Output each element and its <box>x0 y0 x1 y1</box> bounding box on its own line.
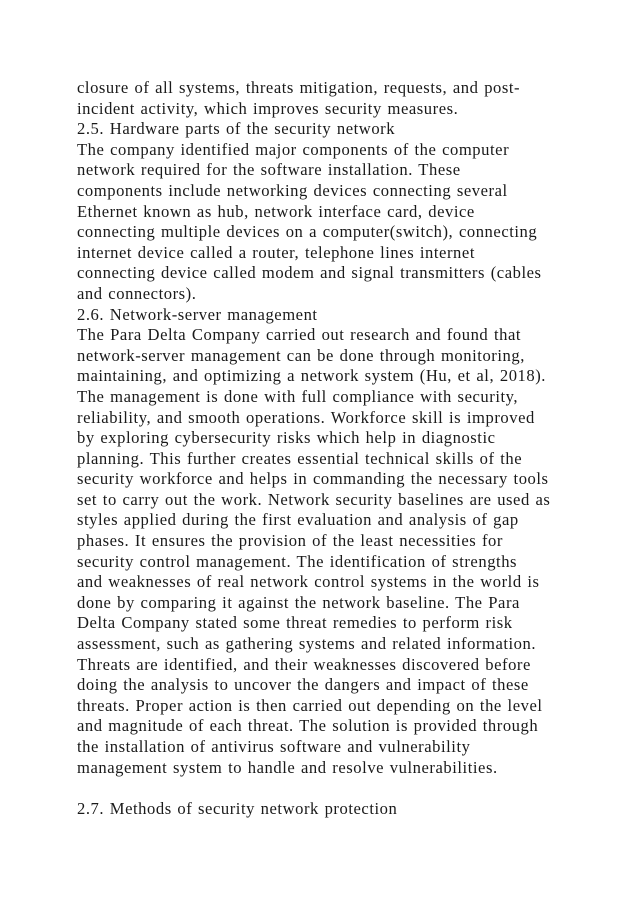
body-line: and weaknesses of real network control systems in the world is <box>77 572 540 592</box>
section-heading-2-6: 2.6. Network-server management <box>77 304 318 324</box>
body-line: by exploring cybersecurity risks which help in diagnostic <box>77 428 496 448</box>
section-heading-2-7: 2.7. Methods of security network protection <box>77 798 398 818</box>
body-line: done by comparing it against the network baseline. The Para <box>77 592 520 612</box>
body-line: incident activity, which improves security measures. <box>77 98 459 118</box>
body-line: components include networking devices connecting several <box>77 180 508 200</box>
body-line: phases. It ensures the provision of the least necessities for <box>77 531 503 551</box>
section-heading-2-5: 2.5. Hardware parts of the security network <box>77 119 396 139</box>
body-line: Delta Company stated some threat remedies to perform risk <box>77 613 513 633</box>
body-line: The company identified major components of the computer <box>77 139 510 159</box>
body-line: network required for the software installation. These <box>77 160 461 180</box>
body-line: Threats are identified, and their weaknesses discovered before <box>77 654 531 674</box>
paragraph-gap <box>77 778 617 799</box>
body-line: management system to handle and resolve vulnerabilities. <box>77 757 498 777</box>
body-line: connecting multiple devices on a computer(switch), connecting <box>77 222 538 242</box>
body-line: styles applied during the first evaluation and analysis of gap <box>77 510 519 530</box>
body-line: and connectors). <box>77 283 197 303</box>
body-line: set to carry out the work. Network security baselines are used as <box>77 489 551 509</box>
body-line: and magnitude of each threat. The solution is provided through <box>77 716 539 736</box>
body-line: closure of all systems, threats mitigation, requests, and post- <box>77 78 521 97</box>
body-line: the installation of antivirus software and vulnerability <box>77 737 471 756</box>
body-line: doing the analysis to uncover the dangers and impact of these <box>77 675 529 695</box>
body-line: Ethernet known as hub, network interface card, device <box>77 201 475 221</box>
document-body <box>77 78 617 819</box>
body-line: security workforce and helps in commanding the necessary tools <box>77 469 549 489</box>
body-line: reliability, and smooth operations. Workforce skill is improved <box>77 407 535 427</box>
body-line: threats. Proper action is then carried out depending on the level <box>77 695 543 715</box>
body-line: connecting device called modem and signal transmitters (cables <box>77 263 542 283</box>
body-line: planning. This further creates essential technical skills of the <box>77 448 523 468</box>
body-line: maintaining, and optimizing a network system (Hu, et al, 2018). <box>77 366 547 386</box>
body-line: security control management. The identification of strengths <box>77 551 518 571</box>
body-line: The Para Delta Company carried out research and found that <box>77 325 522 345</box>
body-line: network-server management can be done through monitoring, <box>77 345 525 365</box>
body-line: assessment, such as gathering systems and related information. <box>77 634 537 654</box>
body-line: The management is done with full compliance with security, <box>77 386 519 406</box>
body-line: internet device called a router, telephone lines internet <box>77 242 475 262</box>
